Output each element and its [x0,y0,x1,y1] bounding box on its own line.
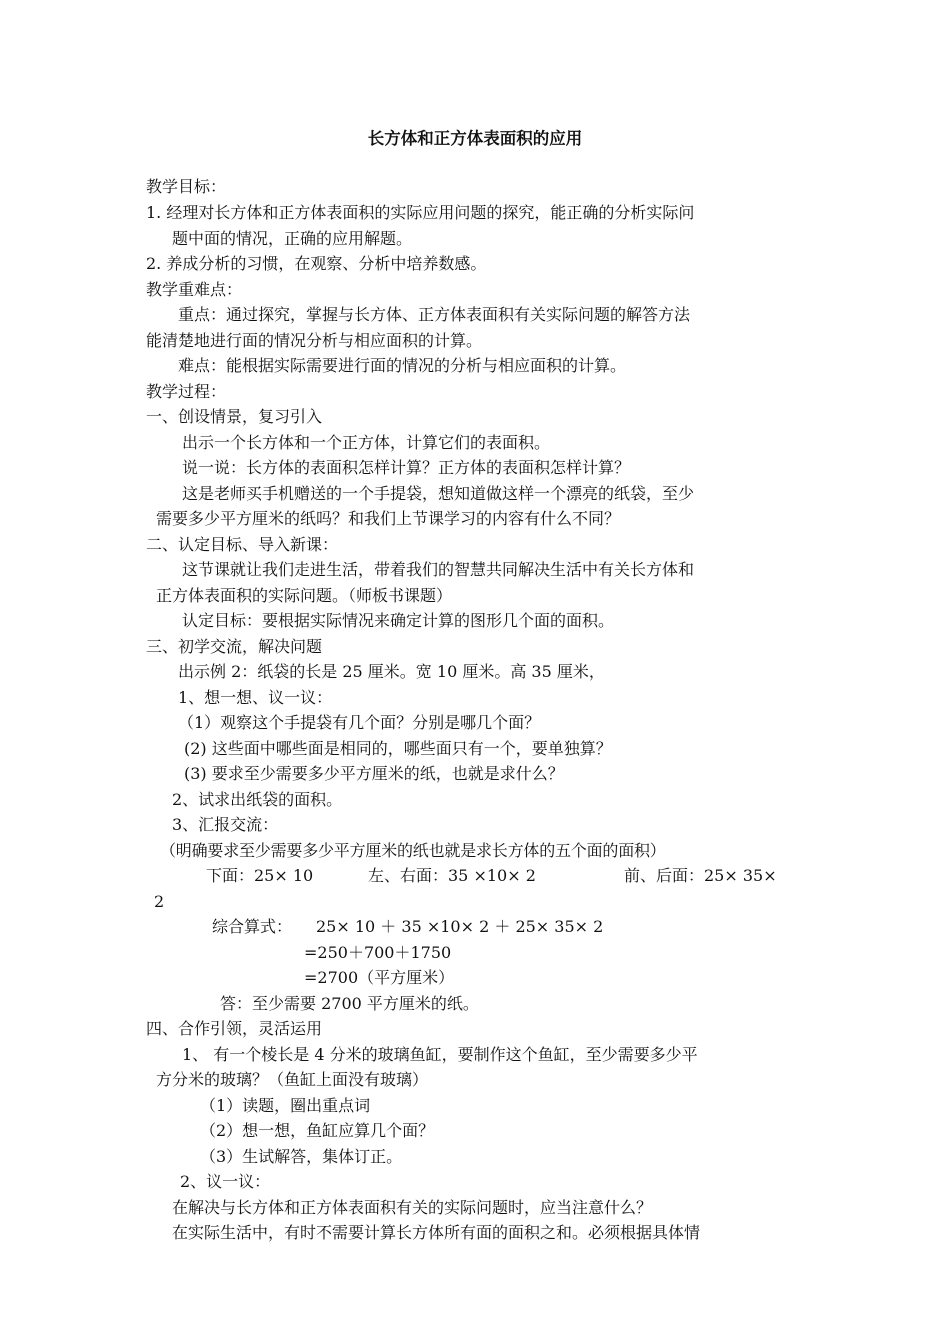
text-line: 在实际生活中，有时不需要计算长方体所有面的面积之和。必须根据具体情 [172,1223,701,1242]
text-line: 教学过程： [146,382,227,401]
formula-bottom: 下面：25× 10 [206,866,314,885]
text-line: (3) 要求至少需要多少平方厘米的纸，也就是求什么？ [184,764,564,783]
text-line: 难点：能根据实际需要进行面的情况的分析与相应面积的计算。 [178,356,627,375]
text-line: 正方体表面积的实际问题。（师板书课题） [156,586,453,605]
text-line: 2、议一议： [180,1172,271,1191]
text-line: 认定目标：要根据实际情况来确定计算的图形几个面的面积。 [182,611,615,630]
text-line: 这是老师买手机赠送的一个手提袋，想知道做这样一个漂亮的纸袋，至少 [182,484,695,503]
text-line: 方分米的玻璃？（鱼缸上面没有玻璃） [156,1070,429,1089]
text-line: 3、汇报交流： [172,815,279,834]
text-line: 1、 有一个棱长是 4 分米的玻璃鱼缸，要制作这个鱼缸，至少需要多少平 [182,1045,698,1064]
text-line: 出示一个长方体和一个正方体，计算它们的表面积。 [182,433,551,452]
text-line: （1）读题，圈出重点词 [200,1096,371,1115]
text-line: （3）生试解答，集体订正。 [200,1147,403,1166]
text-line: 这节课就让我们走进生活，带着我们的智慧共同解决生活中有关长方体和 [182,560,695,579]
text-line: 能清楚地进行面的情况分析与相应面积的计算。 [146,331,483,350]
formula-wrap: 2 [154,892,165,911]
text-line: （2）想一想，鱼缸应算几个面？ [200,1121,435,1140]
answer-line: 答：至少需要 2700 平方厘米的纸。 [220,994,479,1013]
text-line: 题中面的情况，正确的应用解题。 [172,229,413,248]
text-line: (2) 这些面中哪些面是相同的，哪些面只有一个，要单独算？ [184,739,612,758]
text-line: 四、合作引领，灵活运用 [146,1019,323,1038]
text-line: 三、初学交流，解决问题 [146,637,323,656]
text-line: （明确要求至少需要多少平方厘米的纸也就是求长方体的五个面的面积） [160,841,666,860]
text-line: 需要多少平方厘米的纸吗？和我们上节课学习的内容有什么不同？ [156,509,621,528]
text-line: 教学重难点： [146,280,243,299]
formula-expression: 25× 10 ＋ 35 ×10× 2 ＋ 25× 35× 2 [316,917,604,936]
text-line: （1）观察这个手提袋有几个面？分别是哪几个面？ [178,713,541,732]
text-line: 重点：通过探究，掌握与长方体、正方体表面积有关实际问题的解答方法 [178,305,691,324]
text-line: 1、想一想、议一议： [178,688,333,707]
text-line: 说一说：长方体的表面积怎样计算？正方体的表面积怎样计算？ [182,458,631,477]
text-line: 1. 经理对长方体和正方体表面积的实际应用问题的探究，能正确的分析实际问 [146,203,695,222]
formula-front-back: 前、后面：25× 35× [624,866,777,885]
text-line: 一、创设情景，复习引入 [146,407,323,426]
text-line: 在解决与长方体和正方体表面积有关的实际问题时，应当注意什么？ [172,1198,653,1217]
text-line: 2、试求出纸袋的面积。 [172,790,343,809]
document-title: 长方体和正方体表面积的应用 [367,129,583,148]
formula-sides: 左、右面：35 ×10× 2 [368,866,536,885]
text-line: 2. 养成分析的习惯，在观察、分析中培养数感。 [146,254,487,273]
text-line: 出示例 2：纸袋的长是 25 厘米。宽 10 厘米。高 35 厘米， [178,662,605,681]
formula-step: =250＋700＋1750 [304,943,452,962]
formula-label: 综合算式： [212,917,293,936]
text-line: 教学目标： [146,177,227,196]
text-line: 二、认定目标、导入新课： [146,535,339,554]
formula-result: =2700（平方厘米） [304,968,455,987]
